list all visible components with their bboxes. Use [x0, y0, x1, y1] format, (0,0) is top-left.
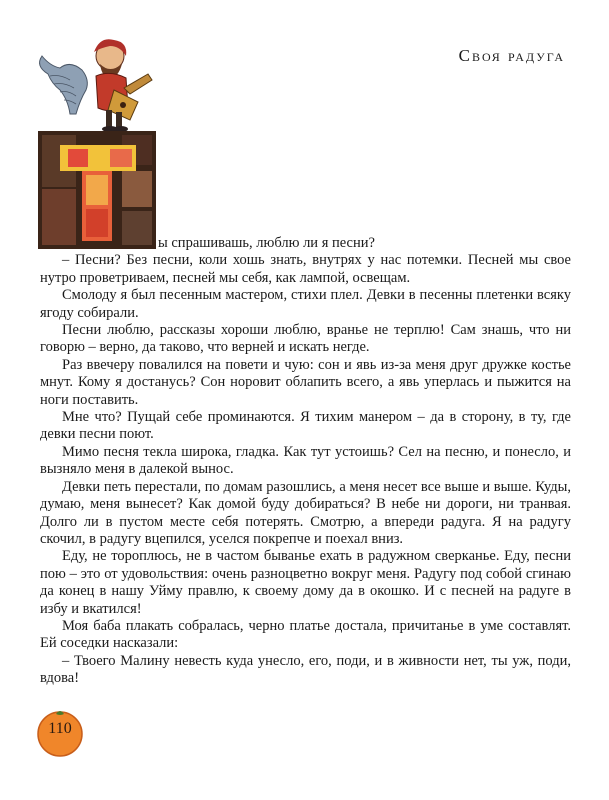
running-title: Своя радуга [458, 46, 565, 65]
paragraph: ы спрашивашь, люблю ли я песни? [158, 235, 375, 251]
paragraph: Девки петь перестали, по домам разошлись, а меня несет все выше и выше. Куды, думаю, меня вынесет? Как домой буду добираться? В небе ни дороги, ни транвая. Долго ли в пустом месте себя потерять. Смотрю, а впереди радуга. Я на радугу скочил, в радугу вцепился, уселся покрепче и поехал вниз. [40, 478, 571, 547]
paragraph: Мне что? Пущай себе проминаются. Я тихим манером – да в сторону, в ту, где девки песни поют. [40, 409, 571, 443]
paragraph: Раз ввечеру повалился на повети и чую: сон и явь из-за меня друг дружке костье мнут. Кому я достанусь? Сон норовит облапить всего, а явь уперлась и пыжится на ноги поставить. [40, 356, 571, 408]
paragraph: Смолоду я был песенным мастером, стихи плел. Девки в песенны плетенки всяку ягоду собирали. [40, 287, 571, 321]
paragraph: Песни люблю, рассказы хороши люблю, вранье не терплю! Сам знашь, что ни говорю – верно, да таково, что верней и искать негде. [40, 322, 571, 356]
body-text [40, 235, 571, 688]
dropcap-T-icon [38, 131, 156, 249]
paragraph: Еду, не тороплюсь, не в частом бываньe ехать в радужном сверканье. Еду, песни пою – это от удовольствия: очень разноцветно вокруг меня. Радугу под собой сгинаю да конец в нашу Уйму правлю, к своему дому да в окошко. И с песней на радуге в избу и вкатился! [40, 548, 571, 617]
paragraph: – Твоего Малину невесть куда унесло, его, поди, и в живности нет, ты уж, поди, вдова! [40, 652, 571, 687]
paragraph: – Песни? Без песни, коли хошь знать, внутрях у нас потемки. Песней мы свое нутро проветриваем, песней мы себя, как лампой, освещам. [40, 252, 571, 286]
paragraph: Моя баба плакать собралась, черно платье достала, причитанье в уме составлят. Ей соседки насказали: [40, 617, 571, 652]
paragraph: Мимо песня текла широка, гладка. Как тут устоишь? Сел на песню, и понесло, и вызняло меня в далекой вынос. [40, 443, 571, 478]
mermaid-musician-icon [30, 30, 165, 132]
page-number: 110 [48, 720, 72, 737]
